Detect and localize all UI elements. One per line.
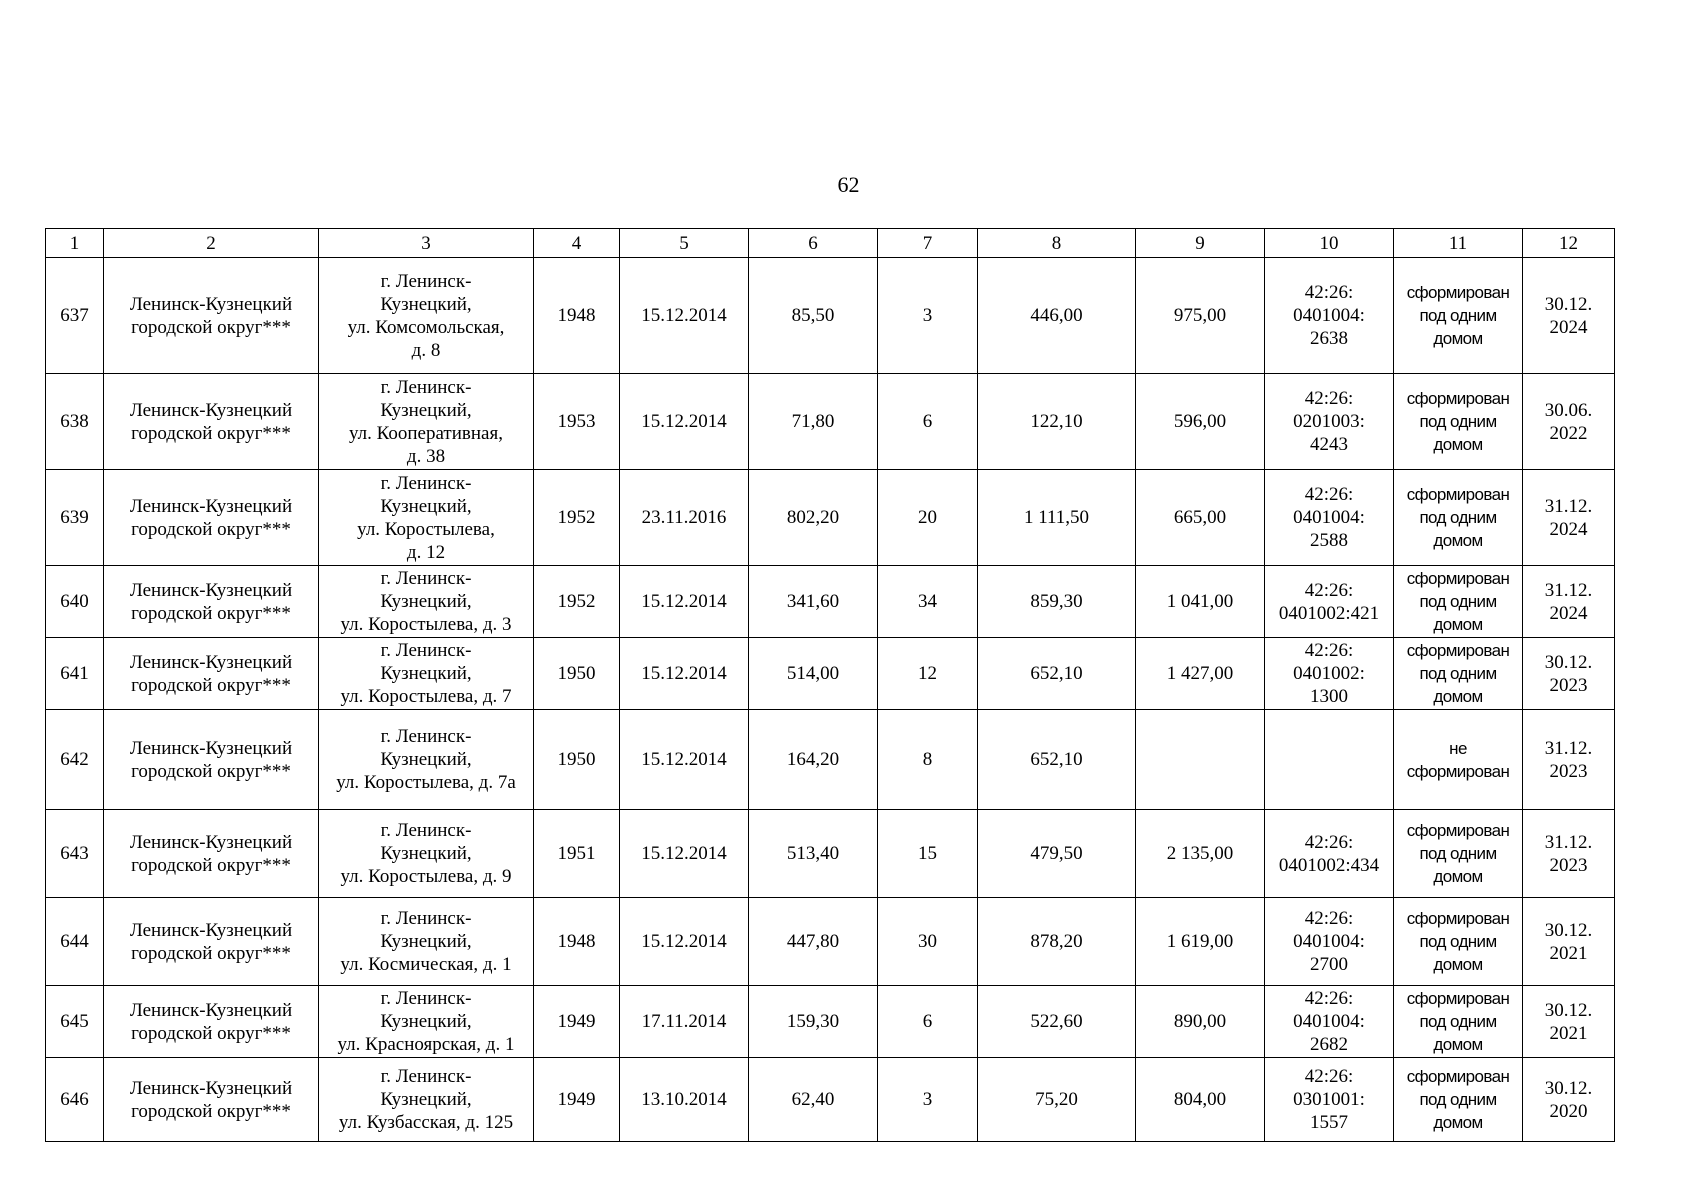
district-cell-line: городской округ*** [131,674,291,696]
table-row [46,810,1615,898]
cadastral-number-cell-line: 2638 [1310,328,1348,349]
cadastral-number-cell-line: 1557 [1310,1112,1348,1133]
col8-cell: 1 111,50 [978,470,1136,566]
district-cell [104,258,319,374]
land-status-cell-line: сформирован [1406,1067,1510,1086]
people-cell: 6 [878,374,978,470]
row-number-cell: 638 [46,374,104,470]
land-status-cell-line: домом [1433,687,1483,706]
year-cell: 1952 [534,566,620,638]
col9-cell: 1 041,00 [1136,566,1265,638]
col8-cell: 859,30 [978,566,1136,638]
col8-cell: 122,10 [978,374,1136,470]
district-cell [104,898,319,986]
table-row [46,638,1615,710]
cadastral-number-cell-line: 42:26: [1304,484,1354,505]
land-status-cell [1394,986,1523,1058]
district-cell-line: Ленинск-Кузнецкий [129,293,293,315]
district-cell-line: Ленинск-Кузнецкий [129,651,293,673]
district-cell-line: городской округ*** [131,518,291,540]
year-cell: 1952 [534,470,620,566]
date-cell: 15.12.2014 [620,810,749,898]
deadline-cell-line: 30.12. [1544,999,1593,1021]
land-status-cell [1394,810,1523,898]
land-status-cell [1394,258,1523,374]
land-status-cell-line: сформирован [1406,821,1510,840]
address-cell-line: Кузнецкий, [380,843,472,864]
col9-cell: 2 135,00 [1136,810,1265,898]
cadastral-number-cell-line: 0401002: [1293,663,1365,684]
row-number-cell: 642 [46,710,104,810]
district-cell-line: городской округ*** [131,316,291,338]
address-cell-line: г. Ленинск- [380,820,472,841]
land-status-cell-line: под одним [1419,306,1497,325]
address-cell-line: ул. Комсомольская, [347,316,505,338]
land-status-cell-line: сформирован [1406,761,1510,781]
year-cell: 1950 [534,710,620,810]
deadline-cell-line: 31.12. [1544,495,1593,517]
district-cell [104,638,319,710]
district-cell [104,986,319,1058]
row-number-cell: 637 [46,258,104,374]
column-header: 1 [46,229,104,258]
col9-cell: 890,00 [1136,986,1265,1058]
date-cell: 15.12.2014 [620,566,749,638]
cadastral-number-cell [1265,710,1394,810]
deadline-cell [1523,898,1615,986]
address-cell [319,1058,534,1142]
address-cell-line: Кузнецкий, [380,591,472,612]
table-row [46,470,1615,566]
cadastral-number-cell-line: 42:26: [1304,988,1354,1009]
column-header: 11 [1394,229,1523,258]
area-cell: 447,80 [749,898,878,986]
cadastral-number-cell-line: 0401002:434 [1278,854,1380,876]
date-cell: 15.12.2014 [620,710,749,810]
row-number-cell: 643 [46,810,104,898]
district-cell-line: Ленинск-Кузнецкий [129,737,293,759]
deadline-cell [1523,986,1615,1058]
cadastral-number-cell [1265,374,1394,470]
table-row [46,374,1615,470]
deadline-cell-line: 2021 [1549,942,1588,964]
land-status-cell-line: домом [1433,1035,1483,1054]
header-row [46,229,1615,258]
cadastral-number-cell [1265,638,1394,710]
cadastral-number-cell-line: 42:26: [1304,282,1354,303]
address-cell-line: г. Ленинск- [380,726,472,747]
cadastral-number-cell-line: 4243 [1310,434,1348,455]
column-header: 7 [878,229,978,258]
people-cell: 8 [878,710,978,810]
cadastral-number-cell [1265,986,1394,1058]
column-header: 2 [104,229,319,258]
cadastral-number-cell-line: 2682 [1310,1034,1348,1055]
land-status-cell-line: сформирован [1406,989,1510,1008]
land-status-cell-line: сформирован [1406,485,1510,504]
year-cell: 1948 [534,258,620,374]
district-cell-line: городской округ*** [131,854,291,876]
year-cell: 1951 [534,810,620,898]
deadline-cell [1523,638,1615,710]
land-status-cell-line: домом [1433,867,1483,886]
column-header: 8 [978,229,1136,258]
land-status-cell-line: под одним [1419,844,1497,863]
cadastral-number-cell-line: 0401004: [1293,931,1365,952]
land-status-cell-line: под одним [1419,592,1497,611]
column-header: 9 [1136,229,1265,258]
land-status-cell-line: домом [1433,955,1483,974]
table-row [46,258,1615,374]
date-cell: 13.10.2014 [620,1058,749,1142]
address-cell-line: г. Ленинск- [380,472,472,494]
area-cell: 802,20 [749,470,878,566]
deadline-cell-line: 30.12. [1544,919,1593,941]
people-cell: 3 [878,258,978,374]
land-status-cell [1394,638,1523,710]
land-status-cell-line: под одним [1419,932,1497,951]
area-cell: 513,40 [749,810,878,898]
address-cell-line: Кузнецкий, [380,399,472,421]
land-status-cell-line: сформирован [1406,389,1510,408]
column-header: 6 [749,229,878,258]
date-cell: 15.12.2014 [620,374,749,470]
cadastral-number-cell-line: 42:26: [1304,388,1354,409]
people-cell: 6 [878,986,978,1058]
cadastral-number-cell-line: 42:26: [1304,640,1354,661]
area-cell: 85,50 [749,258,878,374]
land-status-cell [1394,470,1523,566]
district-cell [104,566,319,638]
address-cell-line: Кузнецкий, [380,1011,472,1032]
address-cell-line: ул. Красноярская, д. 1 [337,1034,515,1055]
col9-cell: 596,00 [1136,374,1265,470]
cadastral-number-cell [1265,898,1394,986]
cadastral-number-cell-line: 2588 [1310,530,1348,551]
row-number-cell: 640 [46,566,104,638]
address-cell-line: ул. Коростылева, д. 3 [340,614,512,635]
cadastral-number-cell [1265,566,1394,638]
col9-cell: 1 427,00 [1136,638,1265,710]
col9-cell: 804,00 [1136,1058,1265,1142]
deadline-cell-line: 2020 [1549,1100,1588,1122]
deadline-cell-line: 30.12. [1544,1077,1593,1099]
cadastral-number-cell-line: 0201003: [1293,411,1365,432]
column-header: 12 [1523,229,1615,258]
date-cell: 17.11.2014 [620,986,749,1058]
district-cell-line: городской округ*** [131,1100,291,1122]
land-status-cell-line: под одним [1419,1012,1497,1031]
district-cell-line: Ленинск-Кузнецкий [129,1077,293,1099]
table-body [46,258,1615,1142]
area-cell: 62,40 [749,1058,878,1142]
land-status-cell [1394,898,1523,986]
year-cell: 1948 [534,898,620,986]
area-cell: 514,00 [749,638,878,710]
address-cell-line: г. Ленинск- [380,270,472,292]
row-number-cell: 644 [46,898,104,986]
address-cell-line: г. Ленинск- [380,988,472,1009]
land-status-cell-line: сформирован [1406,283,1510,302]
address-cell-line: Кузнецкий, [380,1089,472,1110]
address-cell-line: г. Ленинск- [380,1066,472,1087]
area-cell: 71,80 [749,374,878,470]
table-row [46,710,1615,810]
people-cell: 15 [878,810,978,898]
address-cell-line: Кузнецкий, [380,931,472,952]
address-cell [319,374,534,470]
deadline-cell-line: 2021 [1549,1022,1588,1044]
deadline-cell-line: 30.06. [1544,399,1593,421]
area-cell: 341,60 [749,566,878,638]
housing-registry-table [45,228,1615,1142]
year-cell: 1949 [534,1058,620,1142]
address-cell-line: ул. Коростылева, [357,518,495,540]
address-cell-line: г. Ленинск- [380,376,472,398]
deadline-cell [1523,258,1615,374]
deadline-cell-line: 2022 [1549,422,1588,444]
land-status-cell-line: под одним [1419,1090,1497,1109]
deadline-cell [1523,374,1615,470]
land-status-cell-line: сформирован [1406,909,1510,928]
deadline-cell-line: 2023 [1549,674,1588,696]
table-row [46,898,1615,986]
address-cell-line: Кузнецкий, [380,495,472,517]
district-cell-line: Ленинск-Кузнецкий [129,579,293,601]
district-cell-line: городской округ*** [131,602,291,624]
address-cell [319,258,534,374]
deadline-cell-line: 2024 [1549,316,1588,338]
land-status-cell [1394,1058,1523,1142]
column-header: 5 [620,229,749,258]
area-cell: 164,20 [749,710,878,810]
col8-cell: 652,10 [978,638,1136,710]
deadline-cell-line: 2023 [1549,854,1588,876]
people-cell: 3 [878,1058,978,1142]
column-header: 4 [534,229,620,258]
cadastral-number-cell-line: 0401002:421 [1278,602,1380,624]
cadastral-number-cell [1265,1058,1394,1142]
cadastral-number-cell [1265,470,1394,566]
cadastral-number-cell-line: 0401004: [1293,305,1365,326]
col9-cell: 665,00 [1136,470,1265,566]
cadastral-number-cell-line: 0401004: [1293,1011,1365,1032]
cadastral-number-cell [1265,258,1394,374]
cadastral-number-cell-line: 42:26: [1304,1066,1354,1087]
col8-cell: 75,20 [978,1058,1136,1142]
col8-cell: 522,60 [978,986,1136,1058]
land-status-cell [1394,374,1523,470]
address-cell-line: ул. Кооперативная, [349,422,503,444]
district-cell [104,1058,319,1142]
address-cell-line: д. 8 [411,339,441,361]
land-status-cell-line: домом [1433,615,1483,634]
row-number-cell: 645 [46,986,104,1058]
address-cell-line: г. Ленинск- [380,640,472,661]
address-cell-line: ул. Коростылева, д. 7а [336,772,516,793]
people-cell: 20 [878,470,978,566]
deadline-cell-line: 2024 [1549,518,1588,540]
cadastral-number-cell-line: 42:26: [1304,831,1354,853]
address-cell [319,986,534,1058]
col8-cell: 652,10 [978,710,1136,810]
column-header: 10 [1265,229,1394,258]
col8-cell: 878,20 [978,898,1136,986]
date-cell: 15.12.2014 [620,638,749,710]
land-status-cell-line: домом [1433,531,1483,550]
district-cell [104,810,319,898]
year-cell: 1949 [534,986,620,1058]
district-cell-line: городской округ*** [131,942,291,964]
address-cell-line: д. 12 [406,541,446,563]
district-cell-line: Ленинск-Кузнецкий [129,831,293,853]
address-cell [319,710,534,810]
address-cell-line: Кузнецкий, [380,749,472,770]
deadline-cell [1523,566,1615,638]
column-header: 3 [319,229,534,258]
col8-cell: 479,50 [978,810,1136,898]
district-cell-line: Ленинск-Кузнецкий [129,999,293,1021]
deadline-cell-line: 30.12. [1544,293,1593,315]
address-cell [319,898,534,986]
address-cell [319,566,534,638]
date-cell: 15.12.2014 [620,258,749,374]
year-cell: 1950 [534,638,620,710]
people-cell: 34 [878,566,978,638]
date-cell: 15.12.2014 [620,898,749,986]
district-cell [104,470,319,566]
row-number-cell: 639 [46,470,104,566]
year-cell: 1953 [534,374,620,470]
deadline-cell-line: 31.12. [1544,737,1593,759]
area-cell: 159,30 [749,986,878,1058]
address-cell-line: Кузнецкий, [380,663,472,684]
address-cell-line: ул. Кузбасская, д. 125 [338,1112,514,1133]
people-cell: 30 [878,898,978,986]
cadastral-number-cell [1265,810,1394,898]
deadline-cell-line: 31.12. [1544,831,1593,853]
address-cell-line: Кузнецкий, [380,293,472,315]
cadastral-number-cell-line: 0401004: [1293,507,1365,528]
address-cell-line: г. Ленинск- [380,568,472,589]
row-number-cell: 646 [46,1058,104,1142]
col9-cell: 975,00 [1136,258,1265,374]
land-status-cell [1394,566,1523,638]
land-status-cell-line: домом [1433,329,1483,348]
address-cell-line: ул. Коростылева, д. 7 [340,686,512,707]
address-cell-line: ул. Коростылева, д. 9 [340,866,512,887]
district-cell-line: Ленинск-Кузнецкий [129,495,293,517]
land-status-cell-line: не [1449,738,1467,758]
cadastral-number-cell-line: 42:26: [1304,579,1354,601]
address-cell-line: д. 38 [406,445,446,467]
land-status-cell-line: под одним [1419,508,1497,527]
district-cell [104,710,319,810]
district-cell-line: городской округ*** [131,422,291,444]
col8-cell: 446,00 [978,258,1136,374]
cadastral-number-cell-line: 2700 [1310,954,1348,975]
district-cell-line: Ленинск-Кузнецкий [129,399,293,421]
address-cell [319,810,534,898]
land-status-cell-line: домом [1433,435,1483,454]
district-cell-line: городской округ*** [131,1022,291,1044]
land-status-cell-line: под одним [1419,412,1497,431]
table-row [46,566,1615,638]
district-cell-line: городской округ*** [131,760,291,782]
row-number-cell: 641 [46,638,104,710]
page-number: 62 [837,172,860,197]
people-cell: 12 [878,638,978,710]
date-cell: 23.11.2016 [620,470,749,566]
deadline-cell [1523,710,1615,810]
deadline-cell [1523,810,1615,898]
deadline-cell [1523,1058,1615,1142]
col9-cell: 1 619,00 [1136,898,1265,986]
cadastral-number-cell-line: 0301001: [1293,1089,1365,1110]
deadline-cell-line: 31.12. [1544,579,1593,601]
col9-cell [1136,710,1265,810]
deadline-cell-line: 30.12. [1544,651,1593,673]
deadline-cell [1523,470,1615,566]
district-cell [104,374,319,470]
deadline-cell-line: 2024 [1549,602,1588,624]
land-status-cell-line: под одним [1419,664,1497,683]
deadline-cell-line: 2023 [1549,760,1588,782]
address-cell-line: г. Ленинск- [380,908,472,929]
district-cell-line: Ленинск-Кузнецкий [129,919,293,941]
address-cell [319,470,534,566]
address-cell-line: ул. Космическая, д. 1 [340,954,512,975]
table-row [46,1058,1615,1142]
cadastral-number-cell-line: 42:26: [1304,908,1354,929]
cadastral-number-cell-line: 1300 [1310,686,1348,707]
land-status-cell-line: сформирован [1406,569,1510,588]
address-cell [319,638,534,710]
table-row [46,986,1615,1058]
land-status-cell-line: домом [1433,1113,1483,1132]
land-status-cell [1394,710,1523,810]
land-status-cell-line: сформирован [1406,641,1510,660]
